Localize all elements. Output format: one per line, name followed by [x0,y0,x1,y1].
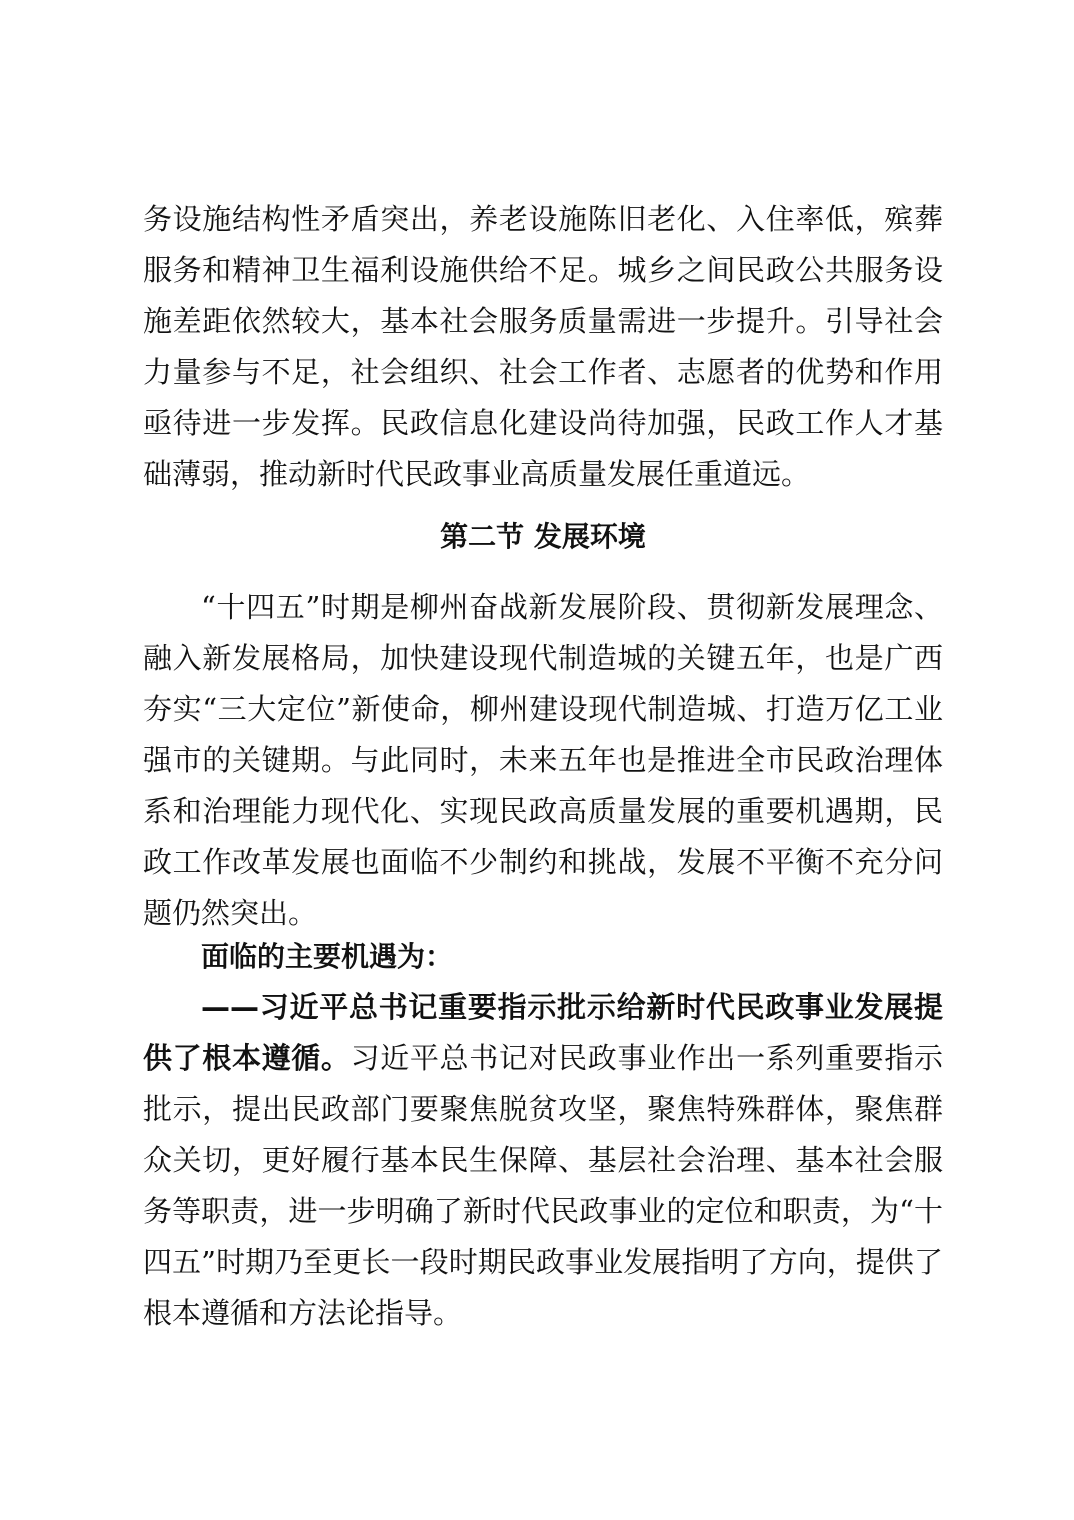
section-heading: 第二节 发展环境 [440,520,646,553]
opportunities-heading: 面临的主要机遇为： [201,940,454,973]
paragraph-opportunity-1-body: 习近平总书记对民政事业作出一系列重要指示批示，提出民政部门要聚焦脱贫攻坚，聚焦特殊群体，聚焦群众关切，更好履行基本民生保障、基层社会治理、基本社会服务等职责，进一步明确了新时代民政事业的定位和职责，为“十四五”时期乃至更长一段时期民政事业发展指明了方向，提供了根本遵循和方法论指导。 [143,1041,943,1330]
paragraph-opportunity-1-lead: ——习近平总书记重要指示批示给新时代民政事业发展提供了根本遵循。 [143,990,943,1075]
paragraph-development-environment: “十四五”时期是柳州奋战新发展阶段、贯彻新发展理念、融入新发展格局，加快建设现代制造城的关键五年，也是广西夯实“三大定位”新使命，柳州建设现代制造城、打造万亿工业强市的关键期。与此同时，未来五年也是推进全市民政治理体系和治理能力现代化、实现民政高质量发展的重要机遇期，民政工作改革发展也面临不少制约和挑战，发展不平衡不充分问题仍然突出。 [143,590,943,930]
paragraph-opportunity-1 [143,982,943,1339]
paragraph-facilities-problems: 务设施结构性矛盾突出，养老设施陈旧老化、入住率低，殡葬服务和精神卫生福利设施供给不足。城乡之间民政公共服务设施差距依然较大，基本社会服务质量需进一步提升。引导社会力量参与不足，社会组织、社会工作者、志愿者的优势和作用亟待进一步发挥。民政信息化建设尚待加强，民政工作人才基础薄弱，推动新时代民政事业高质量发展任重道远。 [143,202,943,491]
